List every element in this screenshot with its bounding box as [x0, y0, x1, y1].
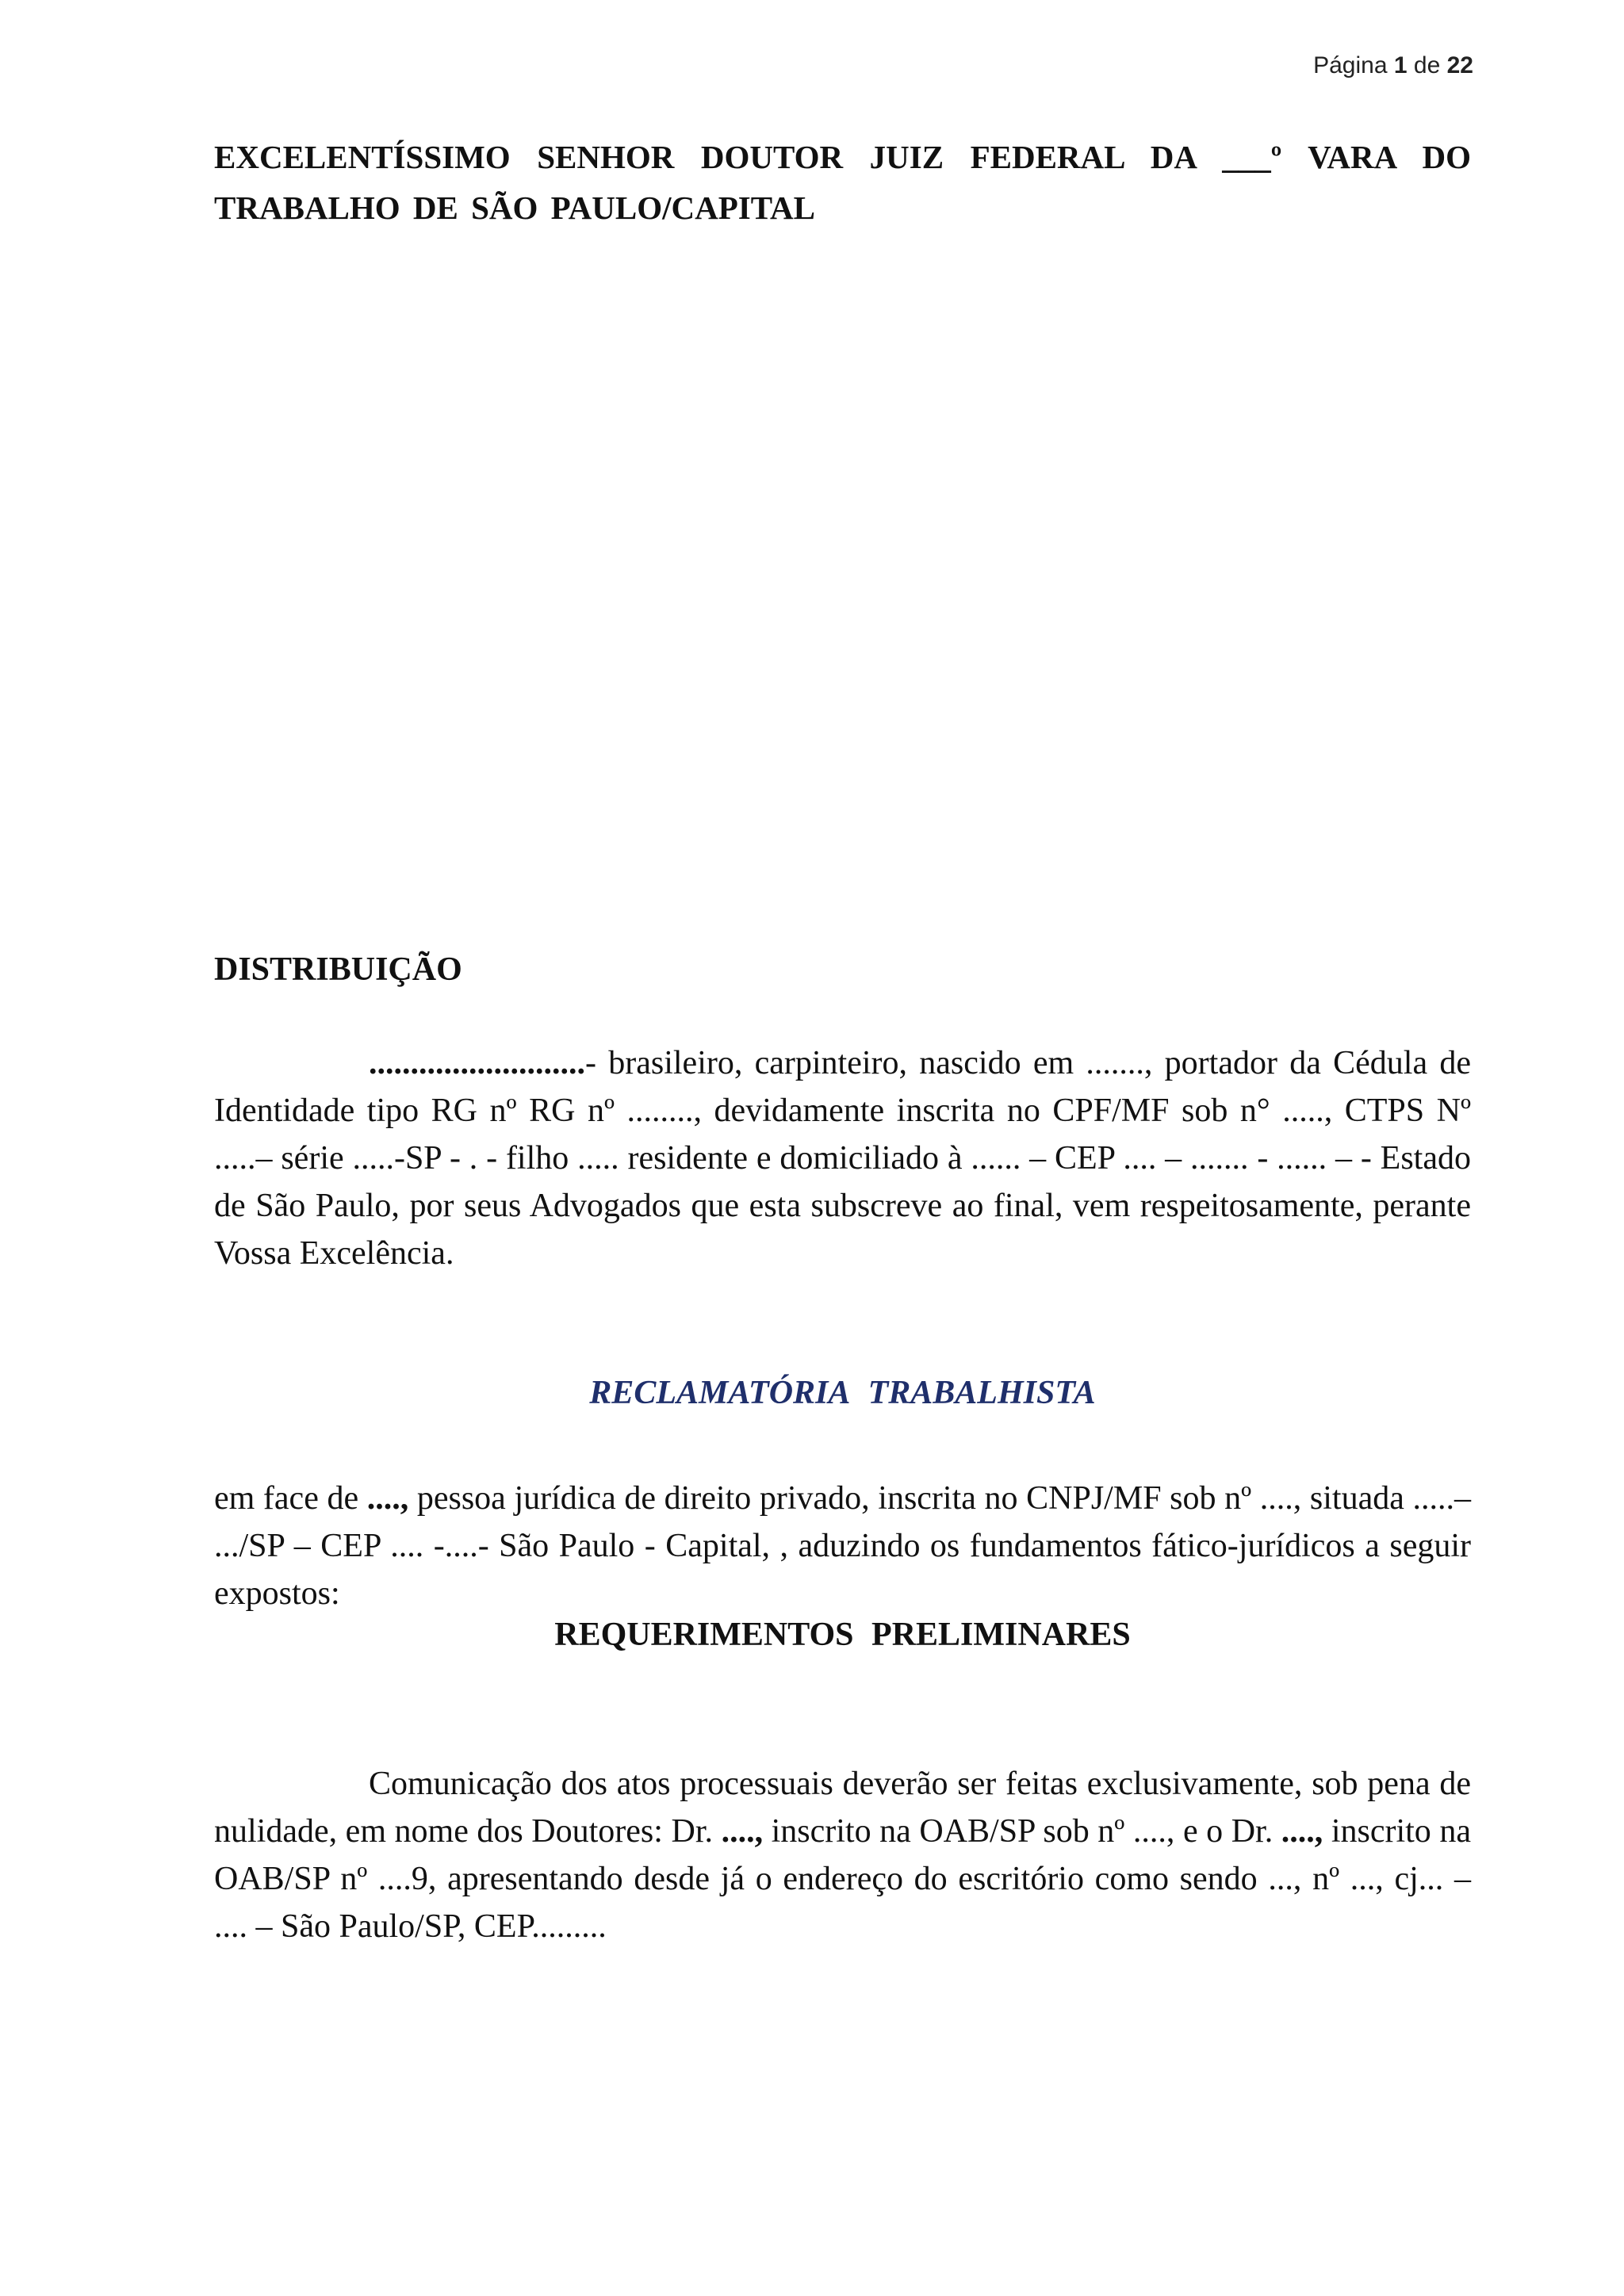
page-number — [1313, 52, 1473, 79]
defendant-paragraph — [214, 1475, 1471, 1617]
communication-part-1: Comunicação dos atos processuais deverão ser feitas exclusivamente, sob pena de nulidade, em nome dos Doutores: Dr. — [214, 1766, 1471, 1850]
addressee-line-1: EXCELENTÍSSIMO SENHOR DOUTOR JUIZ FEDERAL DA ___º VARA DO — [214, 139, 1471, 175]
defendant-prefix: em face de — [214, 1480, 367, 1517]
page-current: 1 — [1393, 52, 1408, 78]
lawyer-2-placeholder: ...., — [1281, 1813, 1323, 1850]
page-label: Página — [1313, 52, 1388, 78]
preliminary-requests-title: REQUERIMENTOS PRELIMINARES — [554, 1617, 1131, 1653]
distribution-heading: DISTRIBUIÇÃO — [214, 951, 462, 988]
party-paragraph — [214, 1039, 1471, 1277]
communication-paragraph — [214, 1760, 1471, 1950]
lawyer-1-placeholder: ...., — [721, 1813, 764, 1850]
defendant-name-placeholder: ...., — [366, 1480, 409, 1517]
page-of: de — [1413, 52, 1441, 78]
page-total: 22 — [1446, 52, 1473, 78]
communication-part-3: inscrito na OAB/SP nº ....9, apresentando desde já o endereço do escritório como sendo ..., nº ..., cj... – .... – São Paulo/SP, CEP......... — [214, 1813, 1471, 1945]
claim-title: RECLAMATÓRIA TRABALHISTA — [589, 1375, 1096, 1411]
addressee-line-2: TRABALHO DE SÃO PAULO/CAPITAL — [214, 189, 815, 226]
communication-part-2: inscrito na OAB/SP sob nº ...., e o Dr. — [763, 1813, 1281, 1850]
claimant-name-placeholder: .......................... — [369, 1045, 585, 1081]
addressee-heading — [214, 132, 1471, 233]
party-text: - brasileiro, carpinteiro, nascido em ......., portador da Cédula de Identidade tipo RG nº RG nº ........, devidamente inscrita no CPF/MF sob n° ....., CTPS Nº .....– série .....-SP - . - filho ..... residente e domiciliado à ...... – CEP .... – ....... - ...... – - Estado de São Paulo, por seus Advogados que esta subscreve ao final, vem respeitosamente, perante Vossa Excelência. — [214, 1045, 1471, 1272]
defendant-text: pessoa jurídica de direito privado, inscrita no CNPJ/MF sob nº ...., situada .....– .../SP – CEP .... -....- São Paulo - Capital, , aduzindo os fundamentos fático-jurídicos a seguir expostos: — [214, 1480, 1471, 1612]
